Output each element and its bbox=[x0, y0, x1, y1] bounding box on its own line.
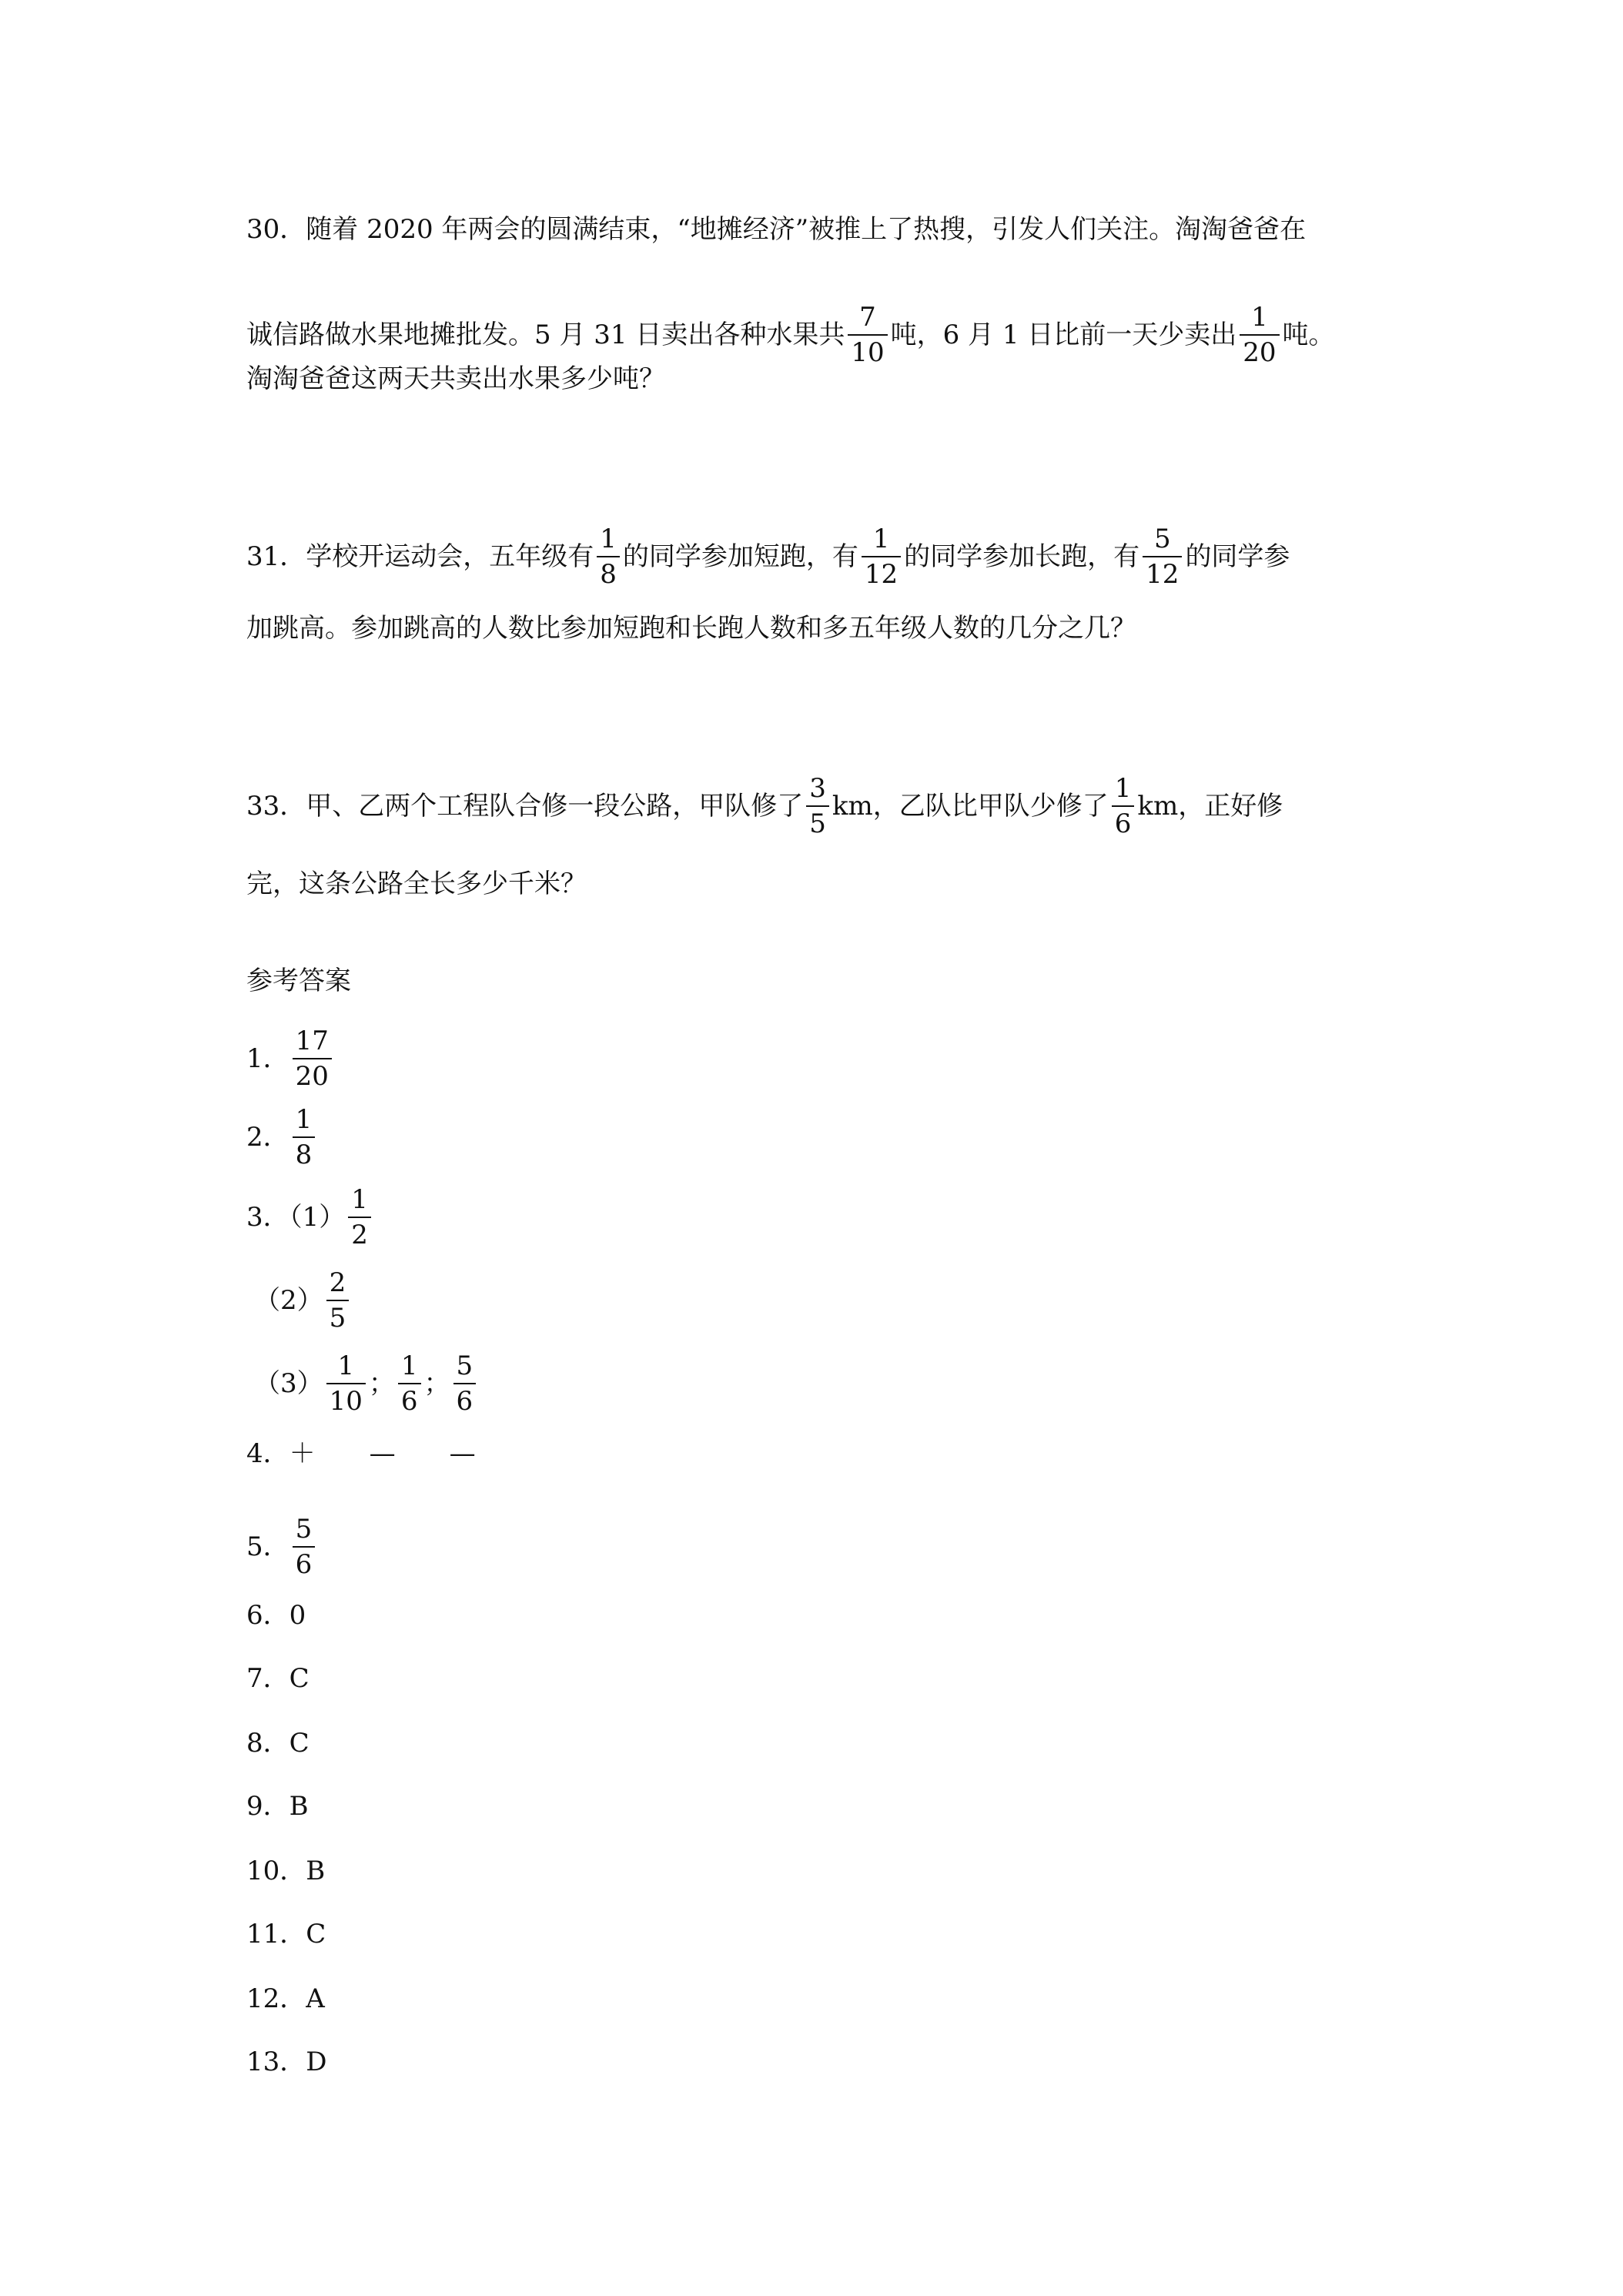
fraction-numerator: 1 bbox=[597, 522, 620, 557]
fraction-numerator: 1 bbox=[398, 1349, 421, 1384]
answer-separator: ； bbox=[423, 1368, 450, 1399]
fraction-denominator: 6 bbox=[295, 1549, 313, 1580]
fraction-numerator: 1 bbox=[348, 1183, 371, 1218]
answer-value: B bbox=[289, 1791, 309, 1822]
q31-text-a: 31．学校开运动会，五年级有 bbox=[246, 541, 594, 572]
answer-fraction bbox=[348, 1183, 371, 1252]
answer-value: D bbox=[306, 2047, 327, 2077]
answer-label: 2． bbox=[246, 1122, 289, 1153]
q30-line1: 30．随着 2020 年两会的圆满结束，“地摊经济”被推上了热搜，引发人们关注。淘淘爸爸在 bbox=[246, 214, 1307, 245]
fraction-numerator: 7 bbox=[848, 300, 887, 336]
fraction-denominator: 10 bbox=[329, 1386, 363, 1417]
answer-fraction bbox=[453, 1349, 477, 1418]
answer-1 bbox=[246, 1026, 335, 1092]
fraction-numerator: 2 bbox=[326, 1266, 350, 1301]
answer-value: C bbox=[289, 1728, 310, 1759]
q31-fraction-5-12 bbox=[1143, 522, 1182, 591]
answer-label: 5． bbox=[246, 1531, 289, 1562]
answer-value: — bbox=[369, 1438, 396, 1469]
fraction-numerator: 17 bbox=[293, 1024, 332, 1059]
answer-label: 1． bbox=[246, 1043, 289, 1074]
q33-text-b: km，乙队比甲队少修了 bbox=[832, 791, 1109, 822]
answer-7 bbox=[246, 1663, 310, 1694]
q33-line2: 完，这条公路全长多少千米？ bbox=[246, 869, 587, 899]
fraction-numerator: 3 bbox=[806, 771, 829, 807]
answer-label: 12． bbox=[246, 1983, 306, 2014]
q30-fraction-1-20 bbox=[1240, 300, 1279, 370]
fraction-denominator: 12 bbox=[864, 559, 899, 590]
answer-10 bbox=[246, 1856, 325, 1886]
answers-heading: 参考答案 bbox=[246, 966, 351, 996]
q31-line1 bbox=[246, 524, 1290, 590]
q31-fraction-1-12 bbox=[862, 522, 901, 591]
q30-text-b: 吨，6 月 1 日比前一天少卖出 bbox=[890, 320, 1237, 350]
fraction-numerator: 1 bbox=[326, 1349, 366, 1384]
q30-fraction-7-10 bbox=[848, 300, 887, 370]
answer-label: 7． bbox=[246, 1663, 289, 1694]
fraction-numerator: 5 bbox=[453, 1349, 477, 1384]
answer-value: C bbox=[306, 1919, 326, 1950]
answer-3-part1 bbox=[246, 1184, 374, 1250]
q33-text-c: km，正好修 bbox=[1137, 791, 1283, 822]
fraction-denominator: 6 bbox=[456, 1386, 474, 1417]
answer-5 bbox=[246, 1514, 318, 1580]
fraction-numerator: 5 bbox=[293, 1512, 316, 1548]
q31-text-b: 的同学参加短跑，有 bbox=[622, 541, 858, 572]
q30-text-c: 吨。 bbox=[1282, 320, 1335, 350]
fraction-denominator: 6 bbox=[1114, 808, 1132, 839]
answer-4 bbox=[246, 1438, 476, 1469]
fraction-denominator: 8 bbox=[600, 559, 617, 590]
answer-fraction bbox=[398, 1349, 421, 1418]
answer-value: A bbox=[306, 1983, 325, 2014]
answer-12 bbox=[246, 1983, 325, 2014]
q33-text-a: 33．甲、乙两个工程队合修一段公路，甲队修了 bbox=[246, 791, 804, 822]
q31-text-d: 的同学参 bbox=[1185, 541, 1290, 572]
fraction-denominator: 8 bbox=[295, 1140, 313, 1170]
fraction-denominator: 20 bbox=[1243, 337, 1277, 368]
answer-label: 8． bbox=[246, 1728, 289, 1759]
answer-label: 10． bbox=[246, 1856, 306, 1886]
fraction-denominator: 5 bbox=[329, 1303, 346, 1334]
answer-6 bbox=[246, 1600, 306, 1631]
answer-label: 13． bbox=[246, 2047, 306, 2077]
fraction-denominator: 20 bbox=[295, 1061, 329, 1092]
answer-label: （3） bbox=[254, 1368, 323, 1399]
answer-fraction bbox=[293, 1103, 316, 1172]
answer-13 bbox=[246, 2047, 327, 2077]
fraction-numerator: 1 bbox=[1240, 300, 1279, 336]
fraction-numerator: 1 bbox=[1112, 771, 1135, 807]
answer-value: 0 bbox=[289, 1600, 306, 1631]
fraction-numerator: 1 bbox=[862, 522, 901, 557]
fraction-denominator: 2 bbox=[351, 1220, 368, 1250]
answer-fraction bbox=[293, 1512, 316, 1581]
answer-value: B bbox=[306, 1856, 326, 1886]
answer-label: 11． bbox=[246, 1919, 306, 1950]
answer-label: 4． bbox=[246, 1438, 289, 1469]
q31-line2: 加跳高。参加跳高的人数比参加短跑和长跑人数和多五年级人数的几分之几？ bbox=[246, 613, 1136, 644]
answer-value: — bbox=[449, 1438, 476, 1469]
q30-line2 bbox=[246, 302, 1335, 368]
answer-8 bbox=[246, 1728, 310, 1759]
answer-9 bbox=[246, 1791, 309, 1822]
answer-label: 3．（1） bbox=[246, 1202, 346, 1233]
answer-separator: ； bbox=[368, 1368, 395, 1399]
fraction-numerator: 5 bbox=[1143, 522, 1182, 557]
fraction-denominator: 6 bbox=[400, 1386, 418, 1417]
answer-label: 6． bbox=[246, 1600, 289, 1631]
answer-value: C bbox=[289, 1663, 310, 1694]
answer-label: （2） bbox=[254, 1285, 323, 1316]
fraction-denominator: 5 bbox=[809, 808, 826, 839]
q33-fraction-1-6 bbox=[1112, 771, 1135, 841]
answer-value: ＋ bbox=[289, 1438, 316, 1469]
answer-label: 9． bbox=[246, 1791, 289, 1822]
answer-3-part3 bbox=[254, 1350, 479, 1417]
q30-line3: 淘淘爸爸这两天共卖出水果多少吨？ bbox=[246, 363, 665, 394]
answer-fraction bbox=[326, 1349, 366, 1418]
answer-fraction bbox=[326, 1266, 350, 1335]
answer-fraction bbox=[293, 1024, 332, 1093]
fraction-denominator: 10 bbox=[851, 337, 885, 368]
q30-text-a: 诚信路做水果地摊批发。5 月 31 日卖出各种水果共 bbox=[246, 320, 845, 350]
answer-2 bbox=[246, 1104, 318, 1170]
q31-fraction-1-8 bbox=[597, 522, 620, 591]
q33-fraction-3-5 bbox=[806, 771, 829, 841]
fraction-numerator: 1 bbox=[293, 1103, 316, 1138]
q31-text-c: 的同学参加长跑，有 bbox=[904, 541, 1140, 572]
answer-3-part2 bbox=[254, 1267, 352, 1334]
answer-11 bbox=[246, 1919, 326, 1950]
fraction-denominator: 12 bbox=[1146, 559, 1180, 590]
q33-line1 bbox=[246, 773, 1283, 839]
